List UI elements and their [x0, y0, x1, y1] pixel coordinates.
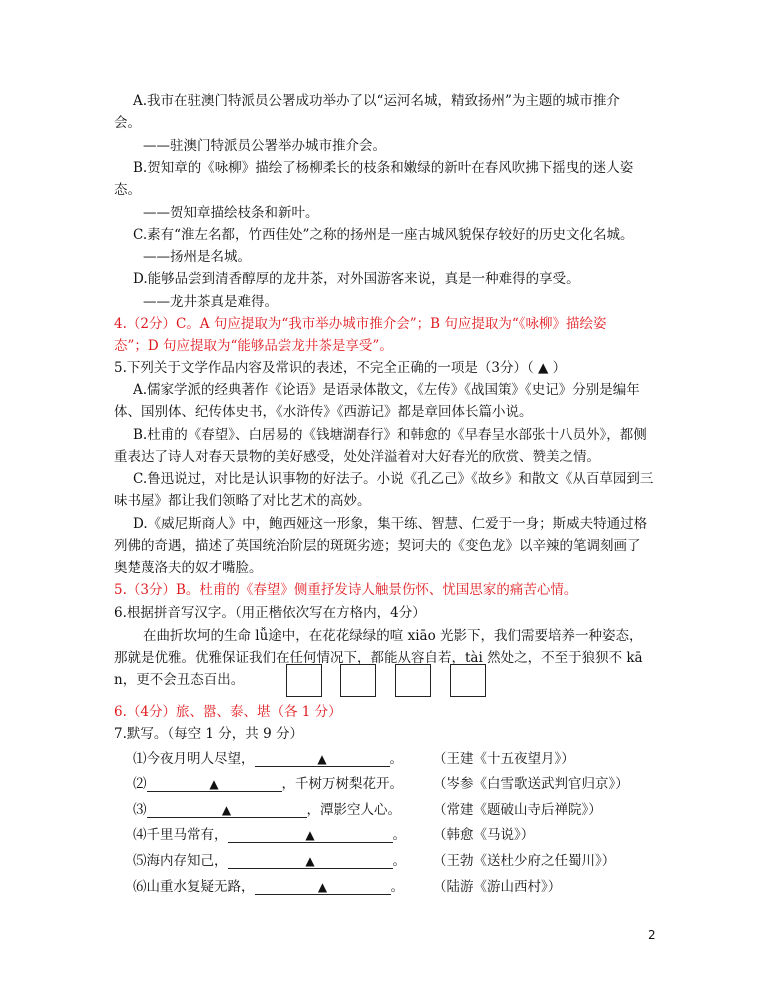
blank-marker: ▲	[209, 777, 219, 791]
q7-item-1-pre: ⑴今夜月明人尽望，	[133, 751, 255, 767]
blank-marker: ▲	[305, 854, 315, 868]
q3-option-a: A.我市在驻澳门特派员公署成功举办了以“运河名城，精致扬州”为主题的城市推介	[133, 93, 620, 109]
q7-item-4-post: 。	[392, 827, 406, 843]
q6-passage-line2: 那就是优雅。优雅保证我们在任何情况下，都能从容自若，tài 然处之，不至于狼狈不 kā	[114, 650, 643, 666]
q7-item-6-pre: ⑹山重水复疑无路，	[133, 879, 255, 895]
q7-item-1	[133, 750, 403, 768]
q3-option-b-answer: ——贺知章描绘枝条和新叶。	[143, 205, 319, 221]
q5-option-a: A.儒家学派的经典著作《论语》是语录体散文，《左传》《战国策》《史记》分别是编年	[133, 382, 640, 398]
q5-option-a-cont: 体、国别体、纪传体史书，《水浒传》《西游记》都是章回体长篇小说。	[114, 404, 533, 420]
fill-blank-2[interactable]	[147, 775, 282, 792]
q5-option-c-cont: 味书屋》都让我们领略了对比艺术的高妙。	[114, 493, 371, 509]
fill-blank-5[interactable]	[228, 852, 393, 869]
q7-item-2-post: ，千树万树梨花开。	[281, 776, 403, 792]
q5-option-b: B.杜甫的《春望》、白居易的《钱塘湖春行》和韩愈的《早春呈水部张十八员外》，都侧	[133, 427, 647, 443]
q5-option-b-cont: 重表达了诗人对春天景物的美好感受，处处洋溢着对大好春光的欣赏、赞美之情。	[114, 449, 600, 465]
fill-blank-3[interactable]	[147, 801, 307, 818]
q7-item-1-source: （王建《十五夜望月》）	[433, 751, 575, 767]
q7-item-2-pre: ⑵	[133, 776, 147, 792]
q5-option-c: C.鲁迅说过，对比是认识事物的好法子。小说《孔乙己》《故乡》和散文《从百草园到三	[133, 471, 654, 487]
answer-box-2[interactable]	[340, 664, 376, 697]
q3-option-b-cont: 态。	[114, 182, 141, 198]
q7-item-3-pre: ⑶	[133, 802, 147, 818]
q3-option-d: D.能够品尝到清香醇厚的龙井茶，对外国游客来说，真是一种难得的享受。	[133, 271, 580, 287]
q7-item-4	[133, 826, 406, 844]
answer-box-4[interactable]	[450, 664, 486, 697]
q7-item-3-source: （常建《题破山寺后禅院》）	[433, 802, 602, 818]
q7-item-4-source: （韩愈《马说》）	[433, 827, 535, 843]
blank-marker: ▲	[317, 880, 328, 894]
q3-option-a-cont: 会。	[114, 115, 141, 131]
q6-answer: 6.（4分）旅、嚣、泰、堪（各 1 分）	[114, 704, 342, 720]
q3-option-c-answer: ——扬州是名城。	[143, 249, 251, 265]
blank-marker: ▲	[305, 828, 315, 842]
q5-stem: 5.下列关于文学作品内容及常识的表述，不完全正确的一项是（3分）（ ▲ ）	[114, 360, 567, 376]
q7-item-1-post: 。	[389, 751, 403, 767]
fill-blank-6[interactable]	[255, 878, 391, 895]
q5-answer: 5.（3分）B。杜甫的《春望》侧重抒发诗人触景伤怀、忧国思家的痛苦心情。	[114, 582, 578, 598]
q7-stem: 7.默写。（每空 1 分，共 9 分）	[114, 726, 303, 742]
q7-item-6-source: （陆游《游山西村》）	[433, 879, 562, 895]
q3-option-d-answer: ——龙井茶真是难得。	[143, 294, 278, 310]
q7-item-3-post: ，潭影空人心。	[306, 802, 401, 818]
q5-option-d: D.《威尼斯商人》中，鲍西娅这一形象，集干练、智慧、仁爱于一身；斯威夫特通过格	[133, 516, 648, 532]
fill-blank-1[interactable]	[255, 750, 390, 767]
q5-option-d-cont1: 列佛的奇遇，描述了英国统治阶层的斑斑劣迹；契诃夫的《变色龙》以辛辣的笔调刻画了	[114, 538, 641, 554]
q7-item-5	[133, 852, 406, 870]
answer-box-3[interactable]	[395, 664, 431, 697]
page-number: 2	[648, 928, 656, 942]
q3-option-b: B.贺知章的《咏柳》描绘了杨柳柔长的枝条和嫩绿的新叶在春风吹拂下摇曳的迷人姿	[133, 160, 634, 176]
q7-item-3	[133, 801, 401, 819]
q6-passage-line3: n，更不会丑态百出。	[114, 672, 245, 688]
q6-stem: 6.根据拼音写汉字。（用正楷依次写在方格内，4分）	[114, 605, 426, 621]
q3-option-c: C.素有“淮左名都，竹西佳处”之称的扬州是一座古城风貌保存较好的历史文化名城。	[133, 227, 634, 243]
blank-marker: ▲	[317, 752, 327, 766]
q3-option-a-answer: ——驻澳门特派员公署举办城市推介会。	[143, 138, 386, 154]
q4-answer-line1: 4.（2分）C。A 句应提取为“我市举办城市推介会”；B 句应提取为“《咏柳》描绘姿	[114, 316, 607, 332]
q7-item-4-pre: ⑷千里马常有，	[133, 827, 228, 843]
answer-box-1[interactable]	[286, 664, 322, 697]
q5-option-d-cont2: 奥楚蔑洛夫的奴才嘴脸。	[114, 560, 263, 576]
fill-blank-4[interactable]	[228, 826, 393, 843]
q7-item-6	[133, 878, 404, 896]
q7-item-2	[133, 775, 403, 793]
q7-item-5-post: 。	[392, 853, 406, 869]
q6-passage-line1: 在曲折坎坷的生命 lǚ途中，在花花绿绿的喧 xiāo 光影下，我们需要培养一种姿态，	[143, 628, 643, 644]
q7-item-6-post: 。	[390, 879, 404, 895]
q7-item-5-source: （王勃《送杜少府之任蜀川》）	[433, 853, 616, 869]
q7-item-5-pre: ⑸海内存知己，	[133, 853, 228, 869]
q7-item-2-source: （岑参《白雪歌送武判官归京》）	[433, 776, 629, 792]
q4-answer-line2: 态”；D 句应提取为“能够品尝龙井茶是享受”。	[114, 338, 393, 354]
blank-marker: ▲	[221, 803, 232, 817]
